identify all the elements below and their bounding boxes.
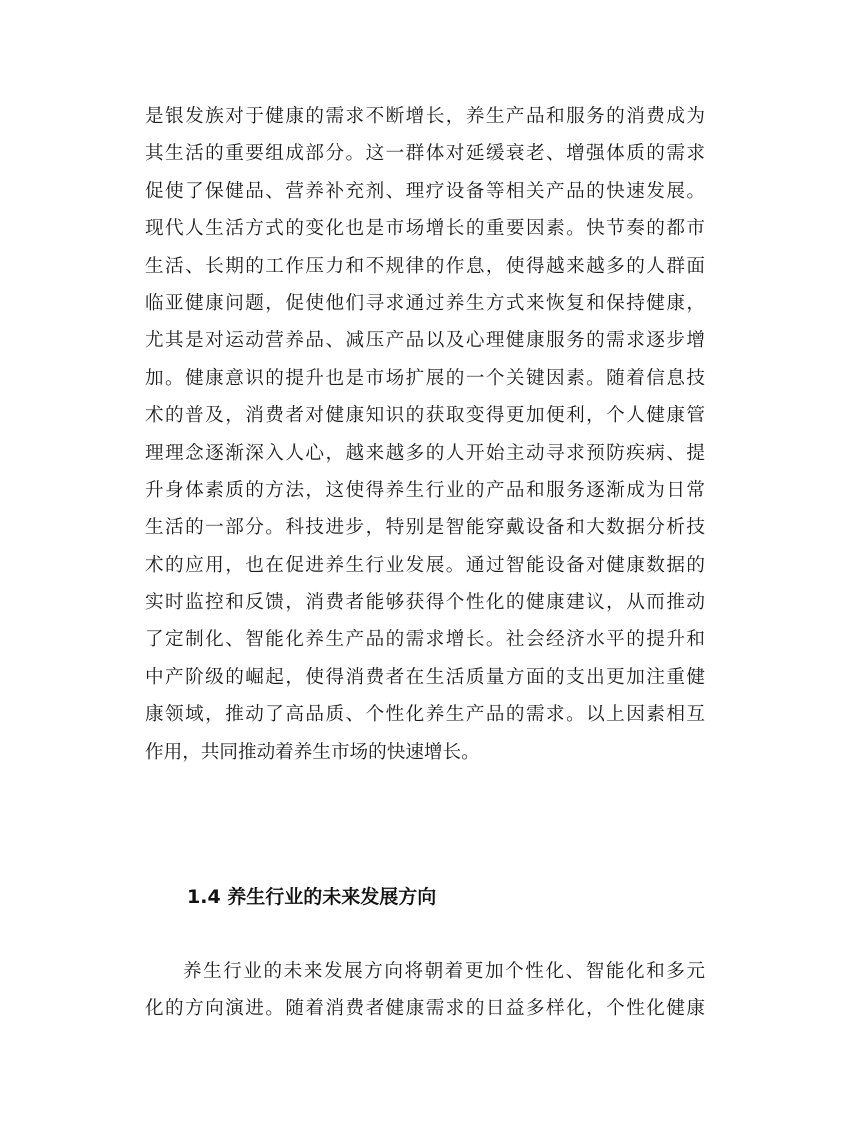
text-line: 作用，共同推动着养生市场的快速增长。 [145, 741, 480, 763]
text-line: 术的应用，也在促进养生行业发展。通过智能设备对健康数据的 [145, 554, 705, 576]
text-line: 升身体素质的方法，这使得养生行业的产品和服务逐渐成为日常 [145, 479, 705, 501]
text-line: 中产阶级的崛起，使得消费者在生活质量方面的支出更加注重健 [145, 666, 705, 688]
text-line: 促使了保健品、营养补充剂、理疗设备等相关产品的快速发展。 [145, 180, 705, 202]
text-line: 术的普及，消费者对健康知识的获取变得更加便利，个人健康管 [145, 405, 705, 427]
text-line: 尤其是对运动营养品、减压产品以及心理健康服务的需求逐步增 [145, 330, 705, 352]
body-paragraph-2 [145, 953, 705, 1028]
text-line: 现代人生活方式的变化也是市场增长的重要因素。快节奏的都市 [145, 218, 705, 240]
text-line: 理理念逐渐深入人心，越来越多的人开始主动寻求预防疾病、提 [145, 442, 705, 464]
text-line: 了定制化、智能化养生产品的需求增长。社会经济水平的提升和 [145, 629, 705, 651]
text-line: 康领域，推动了高品质、个性化养生产品的需求。以上因素相互 [145, 704, 705, 726]
text-line: 生活、长期的工作压力和不规律的作息，使得越来越多的人群面 [145, 255, 705, 277]
text-line: 其生活的重要组成部分。这一群体对延缓衰老、增强体质的需求 [145, 143, 705, 165]
text-line: 临亚健康问题，促使他们寻求通过养生方式来恢复和保持健康， [145, 292, 705, 314]
text-line: 加。健康意识的提升也是市场扩展的一个关键因素。随着信息技 [145, 367, 705, 389]
text-line: 是银发族对于健康的需求不断增长，养生产品和服务的消费成为 [145, 106, 705, 127]
text-line: 生活的一部分。科技进步，特别是智能穿戴设备和大数据分析技 [145, 517, 705, 539]
text-line: 实时监控和反馈，消费者能够获得个性化的健康建议，从而推动 [145, 592, 705, 614]
body-paragraph-1 [145, 98, 705, 771]
text-line: 化的方向演进。随着消费者健康需求的日益多样化，个性化健康 [145, 998, 705, 1020]
section-heading: 1.4 养生行业的未来发展方向 [187, 886, 437, 908]
text-line: 养生行业的未来发展方向将朝着更加个性化、智能化和多元 [183, 961, 705, 982]
